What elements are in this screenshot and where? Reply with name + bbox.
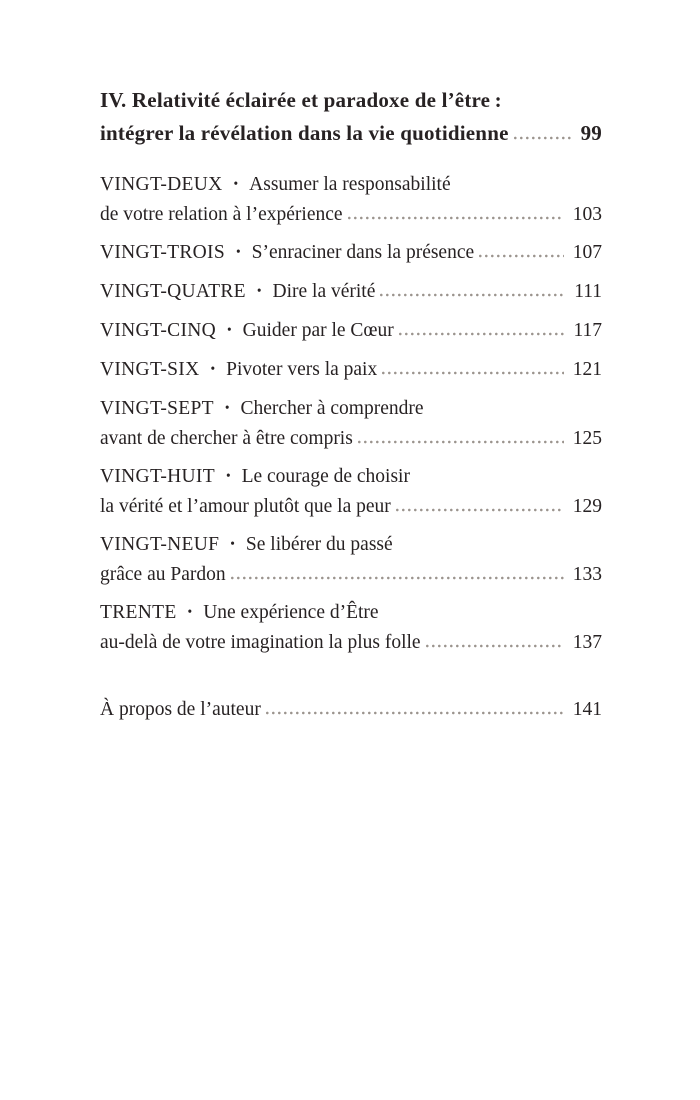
toc-entry (100, 316, 602, 346)
toc-entry (100, 238, 602, 268)
bullet-separator: • (187, 604, 193, 619)
page-number: 125 (572, 428, 602, 449)
toc-entry-line1 (100, 394, 602, 424)
dot-leader (514, 136, 572, 140)
chapter-number: VINGT-SEPT (100, 398, 214, 419)
toc-entry-line1 (100, 530, 602, 560)
chapter-title: Guider par le Cœur (242, 320, 394, 341)
bullet-separator: • (227, 322, 232, 337)
section-heading-line1: IV. Relativité éclairée et paradoxe de l’être : (100, 88, 502, 112)
toc-entry-line1 (100, 277, 602, 307)
dot-leader (266, 711, 564, 715)
page-number: 137 (572, 632, 602, 653)
bullet-separator: • (225, 468, 231, 483)
dot-leader (380, 293, 565, 297)
chapter-title-continued: avant de chercher à être compris (100, 428, 353, 449)
toc-entry-line1 (100, 598, 602, 628)
toc-entry-line2 (100, 424, 602, 453)
chapter-title: Dire la vérité (272, 281, 376, 302)
page-number: 111 (574, 281, 602, 302)
toc-entry-line1 (100, 170, 602, 200)
toc-entry-line2 (100, 628, 602, 657)
chapter-title: Une expérience d’Être (203, 602, 379, 623)
chapter-number: VINGT-SIX (100, 359, 200, 380)
toc-entry (100, 598, 602, 657)
chapter-number: VINGT-CINQ (100, 320, 217, 341)
toc-entry-line1 (100, 695, 602, 724)
dot-leader (479, 254, 564, 258)
chapter-title-continued: grâce au Pardon (100, 564, 226, 585)
chapter-title: Assumer la responsabilité (249, 174, 451, 195)
toc-entry-line2 (100, 492, 602, 521)
chapter-title: Le courage de choisir (241, 466, 410, 487)
toc-entry-line1 (100, 355, 602, 385)
dot-leader (231, 576, 564, 580)
chapter-number: VINGT-TROIS (100, 242, 225, 263)
bullet-separator: • (256, 283, 262, 298)
page-number: 99 (580, 121, 602, 145)
chapter-title: Se libérer du passé (245, 534, 393, 555)
bullet-separator: • (236, 244, 241, 259)
section-heading (100, 84, 602, 150)
section-heading-line2 (100, 117, 602, 150)
toc-entry-line1 (100, 462, 602, 492)
toc-entry (100, 170, 602, 229)
page-number: 141 (572, 699, 602, 720)
chapter-title: Chercher à comprendre (240, 398, 424, 419)
toc-entry-line2 (100, 200, 602, 229)
toc-entry-line2 (100, 560, 602, 589)
toc-entry (100, 530, 602, 589)
dot-leader (426, 644, 564, 648)
bullet-separator: • (224, 400, 230, 415)
toc-entry-line1 (100, 316, 602, 346)
toc-entry (100, 394, 602, 453)
about-author-entry (100, 695, 602, 724)
chapter-number: VINGT-DEUX (100, 174, 223, 195)
dot-leader (348, 216, 564, 220)
dot-leader (399, 332, 565, 336)
chapter-title-continued: la vérité et l’amour plutôt que la peur (100, 496, 391, 517)
page-number: 103 (572, 204, 602, 225)
chapter-number: TRENTE (100, 602, 177, 623)
section-heading-text: intégrer la révélation dans la vie quotidienne (100, 121, 509, 145)
page-number: 107 (572, 242, 602, 263)
chapter-number: VINGT-NEUF (100, 534, 220, 555)
chapter-title-continued: de votre relation à l’expérience (100, 204, 343, 225)
dot-leader (358, 440, 564, 444)
page-number: 117 (573, 320, 602, 341)
chapter-title: Pivoter vers la paix (226, 359, 378, 380)
toc-entry (100, 355, 602, 385)
toc-entry (100, 462, 602, 521)
page-number: 121 (572, 359, 602, 380)
toc-entry (100, 277, 602, 307)
toc-entry-line1 (100, 238, 602, 268)
chapter-number: VINGT-QUATRE (100, 281, 246, 302)
bullet-separator: • (210, 361, 216, 376)
chapter-number: VINGT-HUIT (100, 466, 215, 487)
page-number: 133 (572, 564, 602, 585)
bullet-separator: • (233, 176, 239, 191)
dot-leader (382, 371, 564, 375)
page-number: 129 (572, 496, 602, 517)
chapter-title: S’enraciner dans la présence (251, 242, 475, 263)
bullet-separator: • (230, 536, 235, 551)
about-author-label: À propos de l’auteur (100, 699, 261, 720)
chapter-title-continued: au-delà de votre imagination la plus folle (100, 632, 421, 653)
dot-leader (396, 508, 564, 512)
